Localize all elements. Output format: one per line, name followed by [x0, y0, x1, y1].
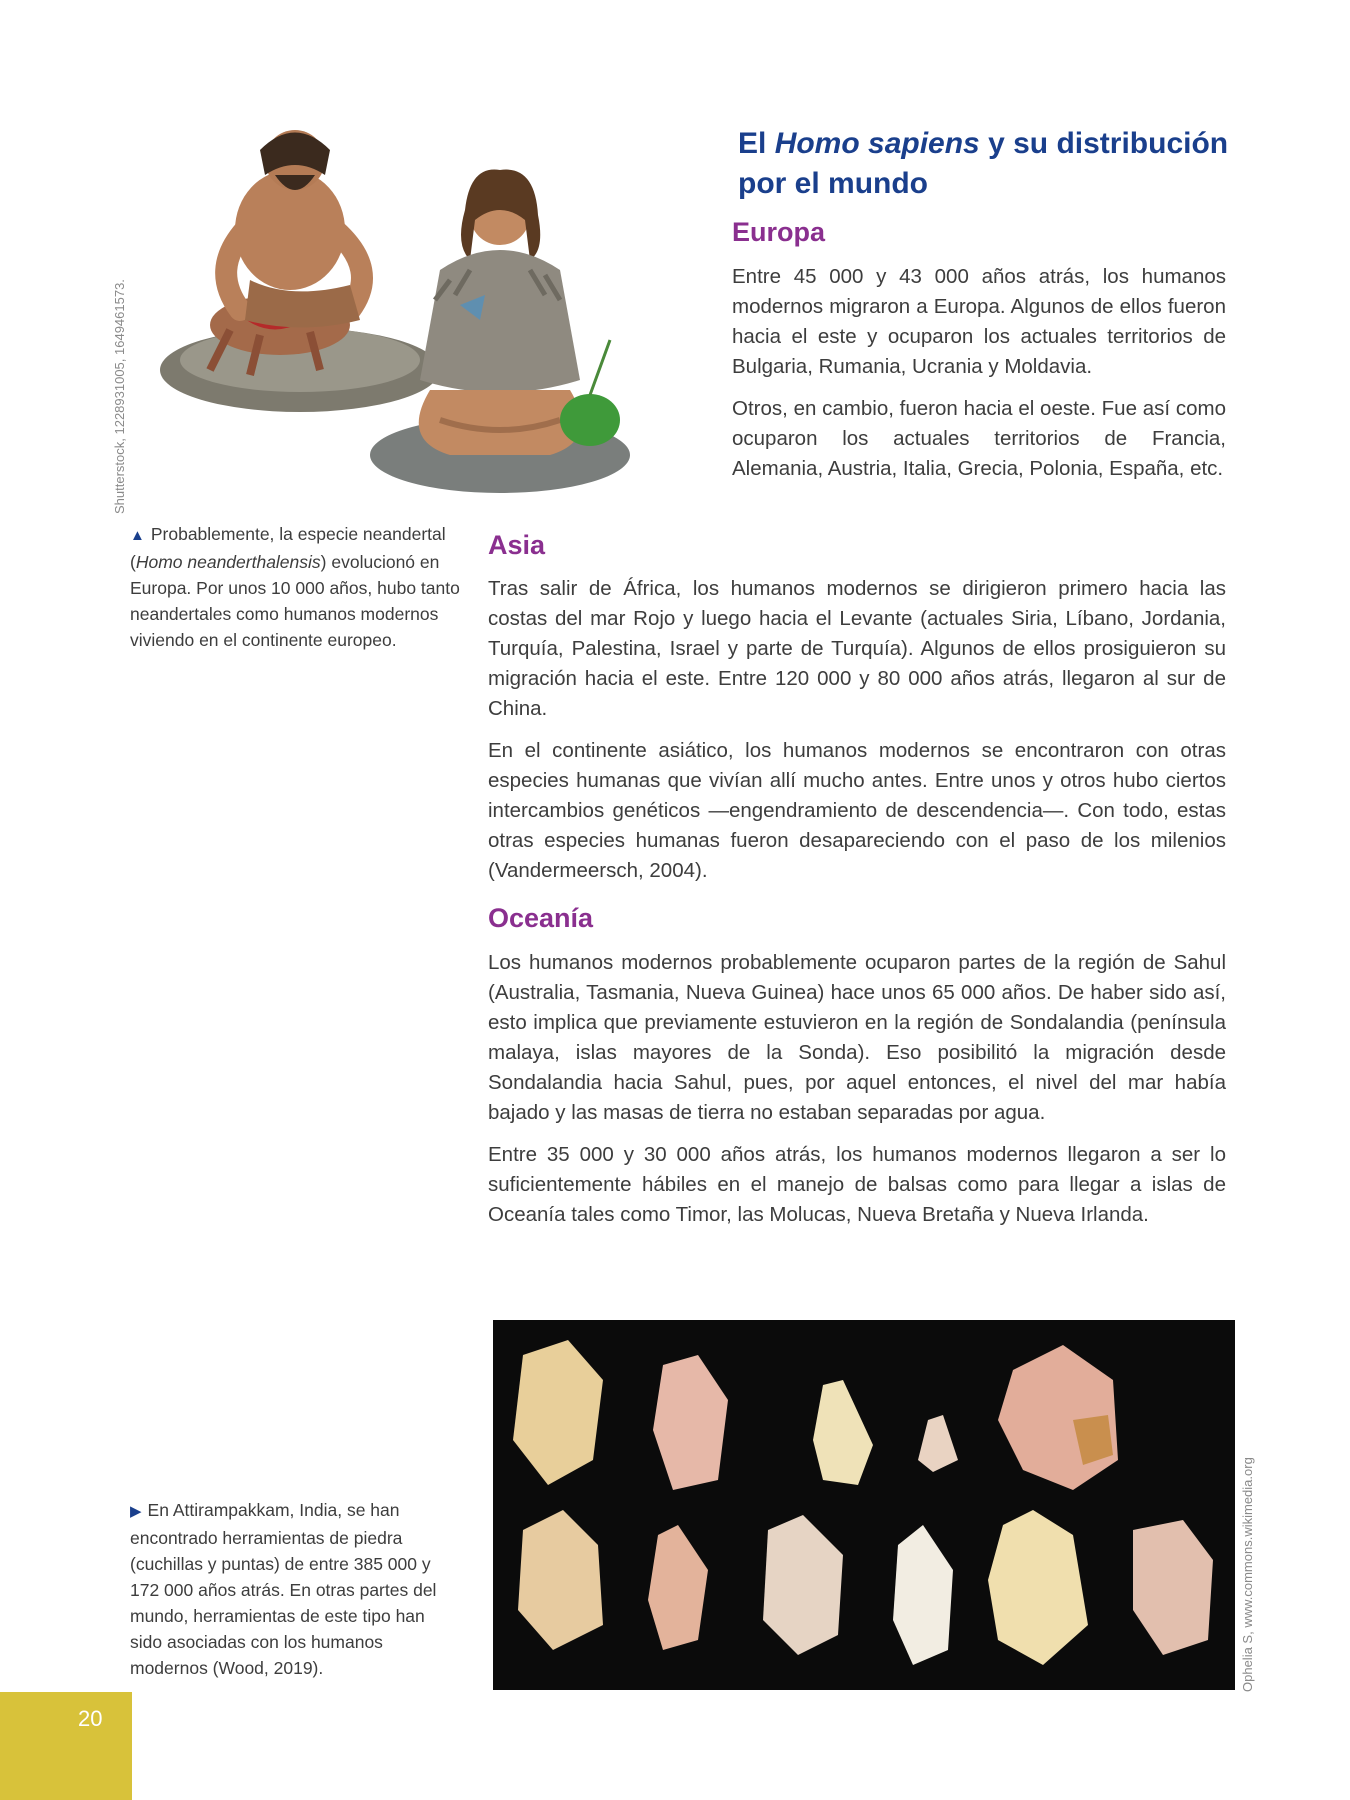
tools-caption-text: En Attirampakkam, India, se han encontrado herramientas de piedra (cuchillas y puntas) de entre 385 000 y 172 000 años atrás. En otras partes del mundo, herramientas de este tipo han sido asociadas con los humanos modernos (Wood, 2019).	[130, 1500, 437, 1678]
section-heading-oceania: Oceanía	[488, 903, 594, 933]
top-image-credit: Shutterstock, 1228931005, 1649461573.	[112, 279, 127, 514]
asia-paragraph-2: En el continente asiático, los humanos modernos se encontraron con otras especies humanas que vivían allí mucho antes. Entre unos y otros hubo ciertos intercambios genéticos —engendramiento de descendencia—. Con todo, estas otras especies humanas fueron desapareciendo con el paso de los milenios (Vandermeersch, 2004).	[488, 739, 1226, 882]
oceania-paragraph-2: Entre 35 000 y 30 000 años atrás, los humanos modernos llegaron a ser lo suficientemente hábiles en el manejo de balsas como para llegar a islas de Oceanía tales como Timor, las Molucas, Nueva Bretaña y Nueva Irlanda.	[488, 1143, 1226, 1226]
europa-paragraph-1: Entre 45 000 y 43 000 años atrás, los humanos modernos migraron a Europa. Algunos de ellos fueron hacia el este y ocuparon los actuales territorios de Bulgaria, Rumania, Ucrania y Moldavia.	[732, 265, 1226, 378]
section-heading-europa: Europa	[732, 217, 826, 247]
caption-triangle-icon: ▲	[130, 527, 145, 544]
early-humans-illustration	[150, 120, 710, 510]
neandertal-caption-italic: Homo neanderthalensis	[135, 552, 321, 572]
page-number-tab	[0, 1692, 132, 1800]
neandertal-caption-before: Probablemente, la especie neandertal (	[130, 524, 446, 572]
section-asia-body	[488, 574, 1226, 886]
caption-arrow-icon: ▶	[130, 1503, 142, 1520]
page-title	[738, 124, 1258, 204]
neandertal-caption-after: ) evolucionó en Europa. Por unos 10 000 años, hubo tanto neandertales como humanos modernos viviendo en el continente europeo.	[130, 552, 460, 650]
tools-caption	[130, 1497, 460, 1681]
neandertal-caption	[130, 521, 460, 653]
title-part-1: El	[738, 127, 775, 160]
bottom-image-credit: Ophelia S, www.commons.wikimedia.org	[1240, 1457, 1255, 1692]
section-heading-asia: Asia	[488, 530, 546, 560]
stone-tools-graphic	[493, 1320, 1235, 1690]
section-oceania-body	[488, 948, 1226, 1230]
page-number: 20	[78, 1706, 103, 1731]
section-europa-body	[732, 262, 1226, 484]
europa-paragraph-2: Otros, en cambio, fueron hacia el oeste. Fue así como ocuparon los actuales territorios de Francia, Alemania, Austria, Italia, Grecia, Polonia, España, etc.	[732, 397, 1226, 480]
asia-paragraph-1: Tras salir de África, los humanos modernos se dirigieron primero hacia las costas del mar Rojo y luego hacia el Levante (actuales Siria, Líbano, Jordania, Turquía, Palestina, Israel y parte de Turquía). Algunos de ellos prosiguieron su migración hacia el este. Entre 120 000 y 80 000 años atrás, llegaron al sur de China.	[488, 577, 1226, 720]
title-italic: Homo sapiens	[774, 127, 980, 160]
oceania-paragraph-1: Los humanos modernos probablemente ocuparon partes de la región de Sahul (Australia, Tasmania, Nueva Guinea) hace unos 65 000 años. De haber sido así, esto implica que previamente estuvieron en la región de Sondalandia (península malaya, islas mayores de la Sonda). Eso posibilitó la migración desde Sondalandia hacia Sahul, pues, por aquel entonces, el nivel del mar había bajado y las masas de tierra no estaban separadas por agua.	[488, 951, 1226, 1124]
title-part-2: y su distribución por el mundo	[738, 127, 1229, 200]
stone-tools-photo	[493, 1320, 1235, 1690]
